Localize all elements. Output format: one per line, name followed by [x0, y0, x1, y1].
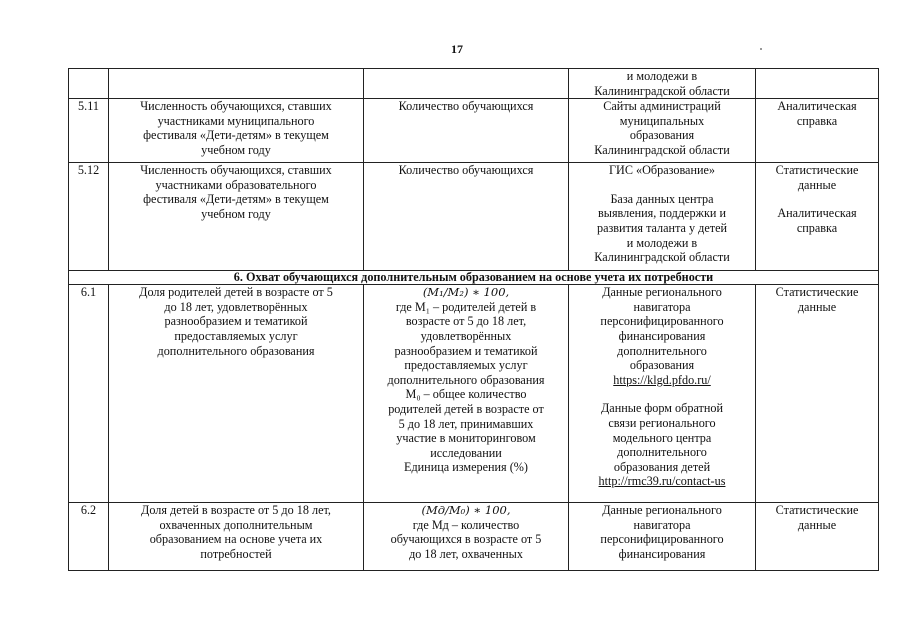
text-line: учебном году	[201, 142, 271, 157]
text-line: Аналитическая	[777, 99, 857, 114]
text-line: Статистические	[775, 285, 859, 300]
cell-form	[756, 285, 879, 503]
text-line: удовлетворённых	[420, 328, 512, 343]
text-line: Численность обучающихся, ставших	[140, 163, 332, 178]
text-line: Данные форм обратной	[600, 401, 724, 416]
cell-form	[756, 99, 879, 163]
text-line: дополнительного	[617, 343, 707, 358]
text-line: разнообразием и тематикой	[394, 343, 538, 358]
text-line: Данные регионального	[602, 285, 722, 300]
text-line: участниками образовательного	[155, 177, 317, 192]
text-line: фестиваля «Дети-детям» в текущем	[143, 192, 329, 207]
text-line: финансирования	[618, 546, 706, 561]
formula-text: (Mд/M₀) ∗ 100,	[421, 503, 511, 518]
cell-method	[364, 69, 569, 99]
spacer	[759, 192, 875, 206]
cell-form	[756, 163, 879, 271]
scan-speck	[760, 48, 762, 50]
text-line: Калининградской области	[594, 250, 730, 265]
text-line: муниципальных	[619, 113, 705, 128]
table-row	[69, 69, 879, 99]
cell-num	[69, 69, 109, 99]
text-line: фестиваля «Дети-детям» в текущем	[143, 128, 329, 143]
text-line: образованием на основе учета их	[149, 532, 323, 547]
text-line: База данных центра	[610, 191, 714, 206]
text-line: образования	[629, 128, 695, 143]
spacer	[572, 178, 752, 192]
text-line: до 18 лет, удовлетворённых	[164, 299, 308, 314]
text-line: развития таланта у детей	[596, 220, 728, 235]
cell-source	[569, 163, 756, 271]
formula	[367, 503, 565, 518]
cell-name	[109, 163, 364, 271]
text-line: возрасте от 5 до 18 лет,	[405, 314, 527, 329]
text-line: Статистические	[775, 503, 859, 518]
text-line: Единица измерения (%)	[404, 460, 528, 475]
cell-source	[569, 285, 756, 503]
cell-name	[109, 285, 364, 503]
text-line: образования детей	[613, 459, 711, 474]
cell-method	[364, 503, 569, 571]
text-line: участие в мониторинговом	[396, 431, 536, 446]
text-line: где Mд – количество	[412, 517, 520, 532]
text-line: навигатора	[633, 517, 691, 532]
table-row	[69, 99, 879, 163]
text-line: данные	[797, 177, 837, 192]
spacer	[572, 387, 752, 401]
text-line: M₀ – общее количество	[405, 387, 527, 402]
text-line: данные	[797, 517, 837, 532]
text-line: где M₁ – родителей детей в	[395, 299, 537, 314]
section-heading: 6. Охват обучающихся дополнительным образованием на основе учета их потребности	[69, 271, 879, 285]
text-line: дополнительного	[617, 445, 707, 460]
text-line: модельного центра	[612, 430, 712, 445]
text-line: дополнительного образования	[387, 372, 545, 387]
formula	[367, 285, 565, 300]
text-line: предоставляемых услуг	[174, 328, 298, 343]
cell-name	[109, 99, 364, 163]
cell-source	[569, 503, 756, 571]
text-line: Калининградской области	[594, 142, 730, 157]
text-line: ГИС «Образование»	[608, 163, 715, 178]
section-row	[69, 271, 879, 285]
cell-num: 6.1	[69, 285, 109, 503]
text-line: Статистические	[775, 163, 859, 178]
cell-method	[364, 285, 569, 503]
text-line: навигатора	[633, 299, 691, 314]
text-line: справка	[796, 113, 838, 128]
text-line: связи регионального	[608, 415, 716, 430]
text-line: Численность обучающихся, ставших	[140, 99, 332, 114]
table-row	[69, 503, 879, 571]
table-row	[69, 285, 879, 503]
text-line: справка	[796, 220, 838, 235]
text-line: Аналитическая	[777, 206, 857, 221]
table-row	[69, 163, 879, 271]
text-line: Доля детей в возрасте от 5 до 18 лет,	[141, 503, 331, 518]
text-line: обучающихся в возрасте от 5	[390, 532, 542, 547]
page-number: 17	[451, 42, 463, 56]
cell-source	[569, 69, 756, 99]
text-line: данные	[797, 299, 837, 314]
text-line: образования	[629, 358, 695, 373]
text-line: родителей детей в возрасте от	[388, 401, 544, 416]
text-line: Данные регионального	[602, 503, 722, 518]
cell-num: 5.12	[69, 163, 109, 271]
text-line: учебном году	[201, 206, 271, 221]
navigator-link[interactable]: https://klgd.pfdo.ru/	[613, 372, 711, 387]
cell-method: Количество обучающихся	[364, 163, 569, 271]
text-line: исследовании	[430, 445, 502, 460]
text-line: Сайты администраций	[603, 99, 721, 114]
text-line: и молодежи в	[626, 235, 698, 250]
indicators-table	[68, 68, 879, 571]
text-line: предоставляемых услуг	[404, 358, 528, 373]
cell-num: 6.2	[69, 503, 109, 571]
text-line: 5 до 18 лет, принимавших	[398, 416, 534, 431]
cell-name	[109, 503, 364, 571]
contact-link[interactable]: http://rmc39.ru/contact-us	[598, 474, 726, 489]
text-line: потребностей	[200, 546, 272, 561]
text-line: Доля родителей детей в возрасте от 5	[139, 285, 333, 300]
text-line: разнообразием и тематикой	[164, 314, 308, 329]
cell-method: Количество обучающихся	[364, 99, 569, 163]
text-line: участниками муниципального	[157, 113, 315, 128]
formula-text: (M₁/M₂) ∗ 100,	[422, 285, 510, 300]
text-line: финансирования	[618, 328, 706, 343]
text-line: Калининградской области	[594, 83, 730, 98]
text-line: дополнительного образования	[157, 343, 315, 358]
text-line: до 18 лет, охваченных	[409, 546, 523, 561]
cell-name	[109, 69, 364, 99]
cell-form	[756, 503, 879, 571]
text-line: охваченных дополнительным	[159, 517, 313, 532]
cell-num: 5.11	[69, 99, 109, 163]
text-line: персонифицированного	[600, 314, 724, 329]
cell-source	[569, 99, 756, 163]
text-line: персонифицированного	[600, 532, 724, 547]
text-line: выявления, поддержки и	[598, 206, 726, 221]
cell-form	[756, 69, 879, 99]
text-line: и молодежи в	[626, 69, 698, 83]
